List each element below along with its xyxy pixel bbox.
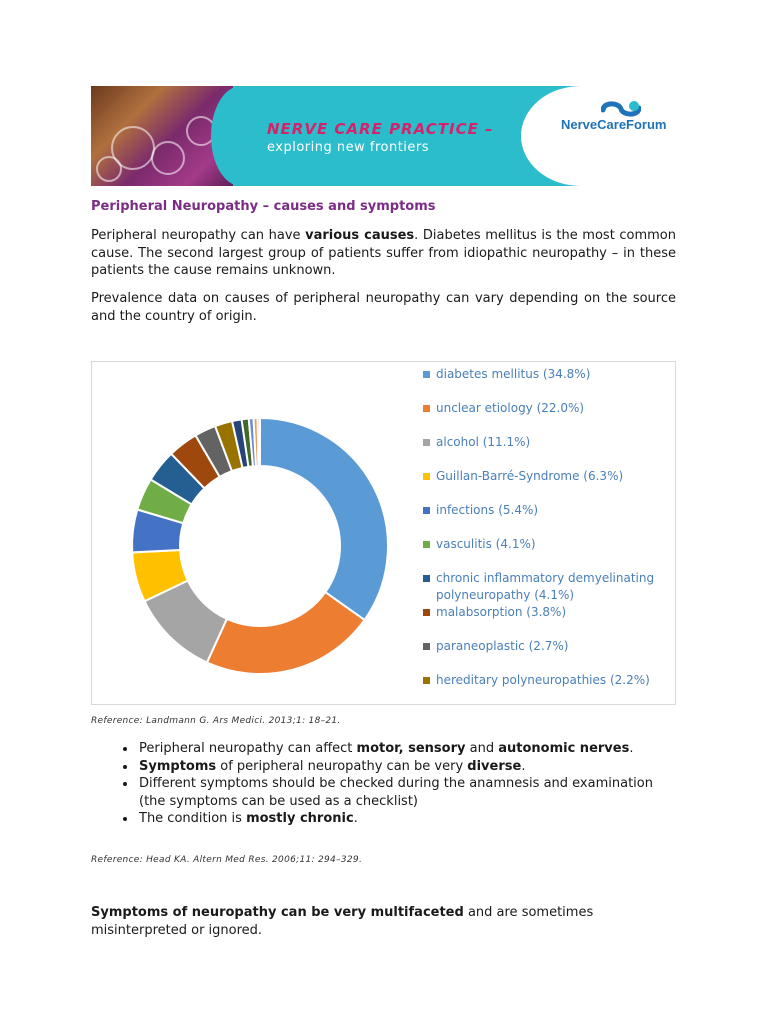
bullet-item bbox=[137, 775, 677, 810]
bullet-emphasis: Symptoms bbox=[139, 758, 217, 774]
closing-text: and are sometimes misinterpreted or ignored. bbox=[91, 905, 594, 938]
legend-label: unclear etiology (22.0%) bbox=[436, 401, 585, 415]
legend-swatch bbox=[423, 575, 430, 582]
bullet-text: . bbox=[629, 741, 634, 756]
intro-emphasis: various causes bbox=[305, 228, 415, 243]
logo-text: NerveCareForum bbox=[561, 117, 667, 132]
bullet-item bbox=[137, 740, 677, 758]
closing-emphasis: Symptoms of neuropathy can be very multifaceted bbox=[91, 905, 464, 920]
legend-label: vasculitis (4.1%) bbox=[436, 537, 536, 551]
bullet-emphasis: diverse bbox=[467, 758, 522, 774]
prevalence-paragraph: Prevalence data on causes of peripheral neuropathy can vary depending on the source and the country of origin. bbox=[91, 291, 676, 324]
header-banner bbox=[91, 86, 671, 186]
bullet-text: and bbox=[465, 741, 499, 756]
logo-icon bbox=[601, 100, 641, 118]
banner-subtitle: exploring new frontiers bbox=[267, 140, 430, 155]
bullet-item bbox=[137, 758, 677, 776]
legend-label: chronic inflammatory demyelinating polyneuropathy (4.1%) bbox=[436, 571, 655, 602]
legend-swatch bbox=[423, 677, 430, 684]
legend-swatch bbox=[423, 643, 430, 650]
closing-paragraph bbox=[91, 904, 676, 939]
legend-swatch bbox=[423, 541, 430, 548]
bullet-text: . bbox=[521, 758, 526, 774]
legend-item bbox=[422, 502, 672, 519]
bullet-emphasis: mostly chronic bbox=[246, 811, 354, 826]
legend-item bbox=[422, 400, 672, 417]
reference-2: Reference: Head KA. Altern Med Res. 2006;11: 294–329. bbox=[91, 855, 363, 865]
legend-item bbox=[422, 536, 672, 553]
donut-slice-0 bbox=[260, 418, 388, 620]
legend-item bbox=[422, 638, 672, 655]
legend-label: malabsorption (3.8%) bbox=[436, 605, 567, 619]
legend-item bbox=[422, 672, 672, 689]
bullet-emphasis: motor, sensory bbox=[356, 741, 466, 756]
legend-item bbox=[422, 468, 672, 485]
section-heading: Peripheral Neuropathy – causes and symptoms bbox=[91, 199, 436, 214]
legend-label: hereditary polyneuropathies (2.2%) bbox=[436, 673, 650, 687]
intro-text-start: Peripheral neuropathy can have bbox=[91, 228, 306, 243]
bullet-text: Different symptoms should be checked during the anamnesis and examination (the symptoms can be used as a checklist) bbox=[139, 776, 653, 809]
banner-wave bbox=[211, 86, 271, 186]
intro-paragraph bbox=[91, 227, 676, 280]
legend-swatch bbox=[423, 609, 430, 616]
banner-title: NERVE CARE PRACTICE – bbox=[267, 120, 494, 138]
symptom-bullets bbox=[91, 740, 677, 828]
donut-chart bbox=[92, 362, 412, 704]
reference-1: Reference: Landmann G. Ars Medici. 2013;1: 18–21. bbox=[91, 716, 341, 726]
intro-text-end: . Diabetes mellitus is the most common cause. The second largest group of patients suffer from idiopathic neuropathy – in these patients the cause remains unknown. bbox=[91, 228, 677, 278]
legend-label: Guillan-Barré-Syndrome (6.3%) bbox=[436, 469, 624, 483]
logo-area bbox=[521, 86, 671, 186]
bullet-text: The condition is bbox=[139, 811, 247, 826]
legend-swatch bbox=[423, 507, 430, 514]
bullet-text: of peripheral neuropathy can be very bbox=[216, 758, 468, 774]
legend-item bbox=[422, 604, 672, 621]
chart-legend bbox=[422, 366, 672, 706]
legend-swatch bbox=[423, 371, 430, 378]
bullet-text: . bbox=[353, 811, 358, 826]
legend-swatch bbox=[423, 473, 430, 480]
bullet-emphasis: autonomic nerves bbox=[498, 741, 630, 756]
legend-item bbox=[422, 366, 672, 383]
legend-swatch bbox=[423, 405, 430, 412]
legend-label: paraneoplastic (2.7%) bbox=[436, 639, 569, 653]
causes-chart bbox=[91, 361, 676, 705]
legend-label: alcohol (11.1%) bbox=[436, 435, 531, 449]
bullet-item bbox=[137, 810, 677, 828]
legend-item bbox=[422, 570, 672, 604]
legend-label: infections (5.4%) bbox=[436, 503, 539, 517]
donut-slice-1 bbox=[207, 592, 365, 674]
bullet-text: Peripheral neuropathy can affect bbox=[139, 741, 357, 756]
legend-item bbox=[422, 434, 672, 451]
donut-slice-14 bbox=[258, 418, 260, 466]
legend-swatch bbox=[423, 439, 430, 446]
legend-label: diabetes mellitus (34.8%) bbox=[436, 367, 591, 381]
